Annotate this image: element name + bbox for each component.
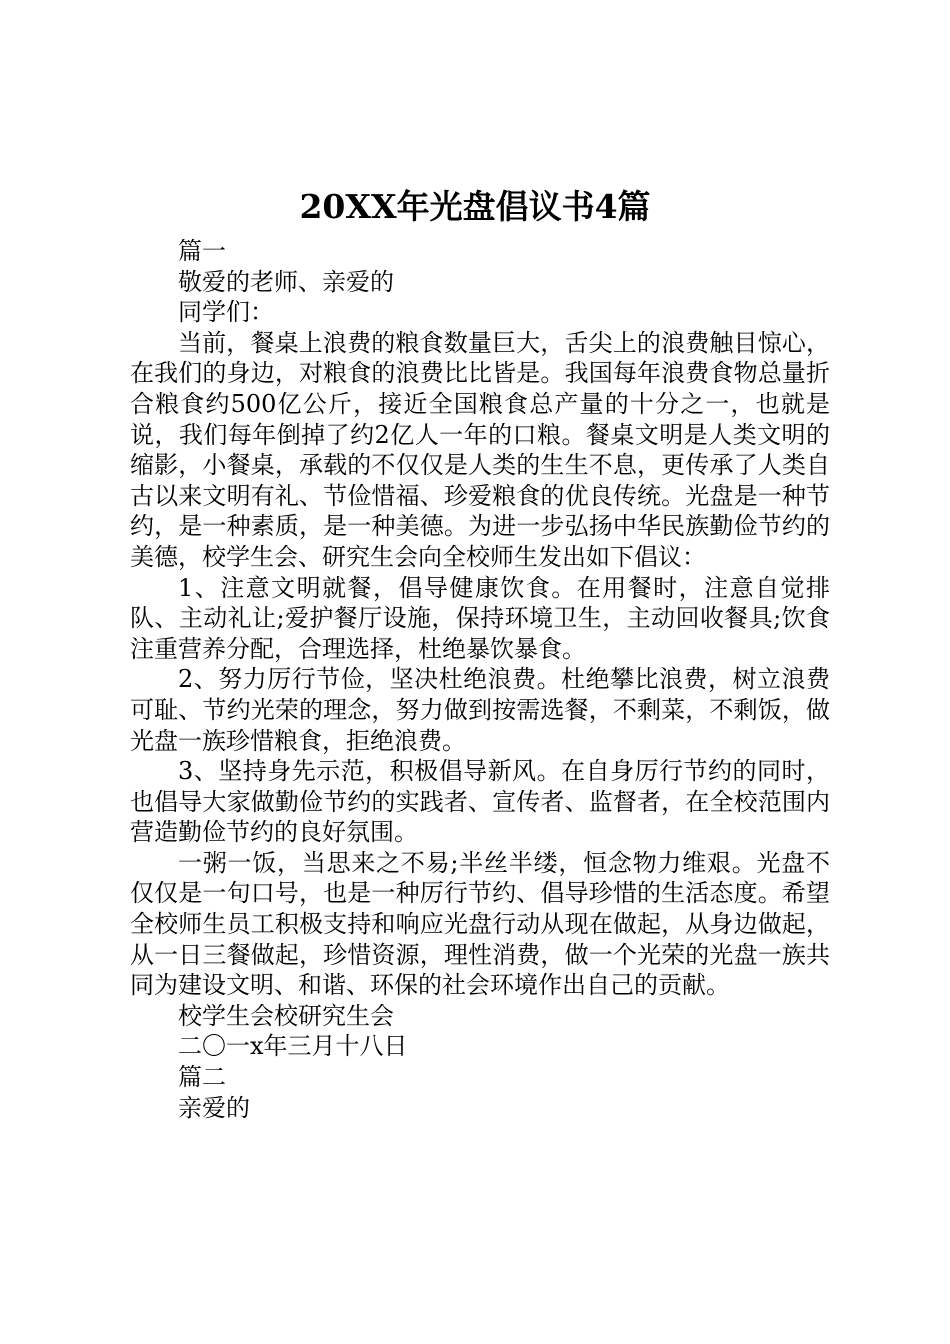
section-heading: 篇一 xyxy=(178,237,226,265)
salutation-line: 同学们： xyxy=(178,298,274,327)
section-heading: 篇二 xyxy=(178,1063,226,1092)
body-paragraph: 3、坚持身先示范，积极倡导新风。在自身厉行节约的同时，也倡导大家做勤俭节约的实践者、宣传者、监督者，在全校范围内营造勤俭节约的良好氛围。 xyxy=(130,757,830,847)
body-paragraph: 1、注意文明就餐，倡导健康饮食。在用餐时，注意自觉排队、主动礼让;爱护餐厅设施，保持环境卫生，主动回收餐具;饮食注重营养分配，合理选择，杜绝暴饮暴食。 xyxy=(130,573,830,663)
body-paragraph: 一粥一饭，当思来之不易;半丝半缕，恒念物力维艰。光盘不仅仅是一句口号，也是一种厉行节约、倡导珍惜的生活态度。希望全校师生员工积极支持和响应光盘行动从现在做起，从身边做起，从一日三餐做起，珍惜资源，理性消费，做一个光荣的光盘一族共同为建设文明、和谐、环保的社会环境作出自己的贡献。 xyxy=(130,848,830,1000)
body-paragraph: 2、努力厉行节俭，坚决杜绝浪费。杜绝攀比浪费，树立浪费可耻、节约光荣的理念，努力做到按需选餐，不剩菜，不剩饭，做光盘一族珍惜粮食，拒绝浪费。 xyxy=(130,665,830,755)
date-line: 二〇一x年三月十八日 xyxy=(178,1032,408,1061)
body-paragraph: 当前，餐桌上浪费的粮食数量巨大，舌尖上的浪费触目惊心，在我们的身边，对粮食的浪费比比皆是。我国每年浪费食物总量折合粮食约500亿公斤，接近全国粮食总产量的十分之一，也就是说，我们每年倒掉了约2亿人一年的口粮。餐桌文明是人类文明的缩影，小餐桌，承载的不仅仅是人类的生生不息，更传承了人类自古以来文明有礼、节俭惜福、珍爱粮食的优良传统。光盘是一种节约，是一种素质，是一种美德。为进一步弘扬中华民族勤俭节约的美德，校学生会、研究生会向全校师生发出如下倡议： xyxy=(130,328,830,571)
signature-line: 校学生会校研究生会 xyxy=(178,1001,394,1030)
document-title: 20XX年光盘倡议书4篇 xyxy=(299,187,651,226)
salutation-line: 敬爱的老师、亲爱的 xyxy=(178,267,394,296)
salutation-line: 亲爱的 xyxy=(178,1093,250,1122)
document-body xyxy=(130,236,830,1123)
